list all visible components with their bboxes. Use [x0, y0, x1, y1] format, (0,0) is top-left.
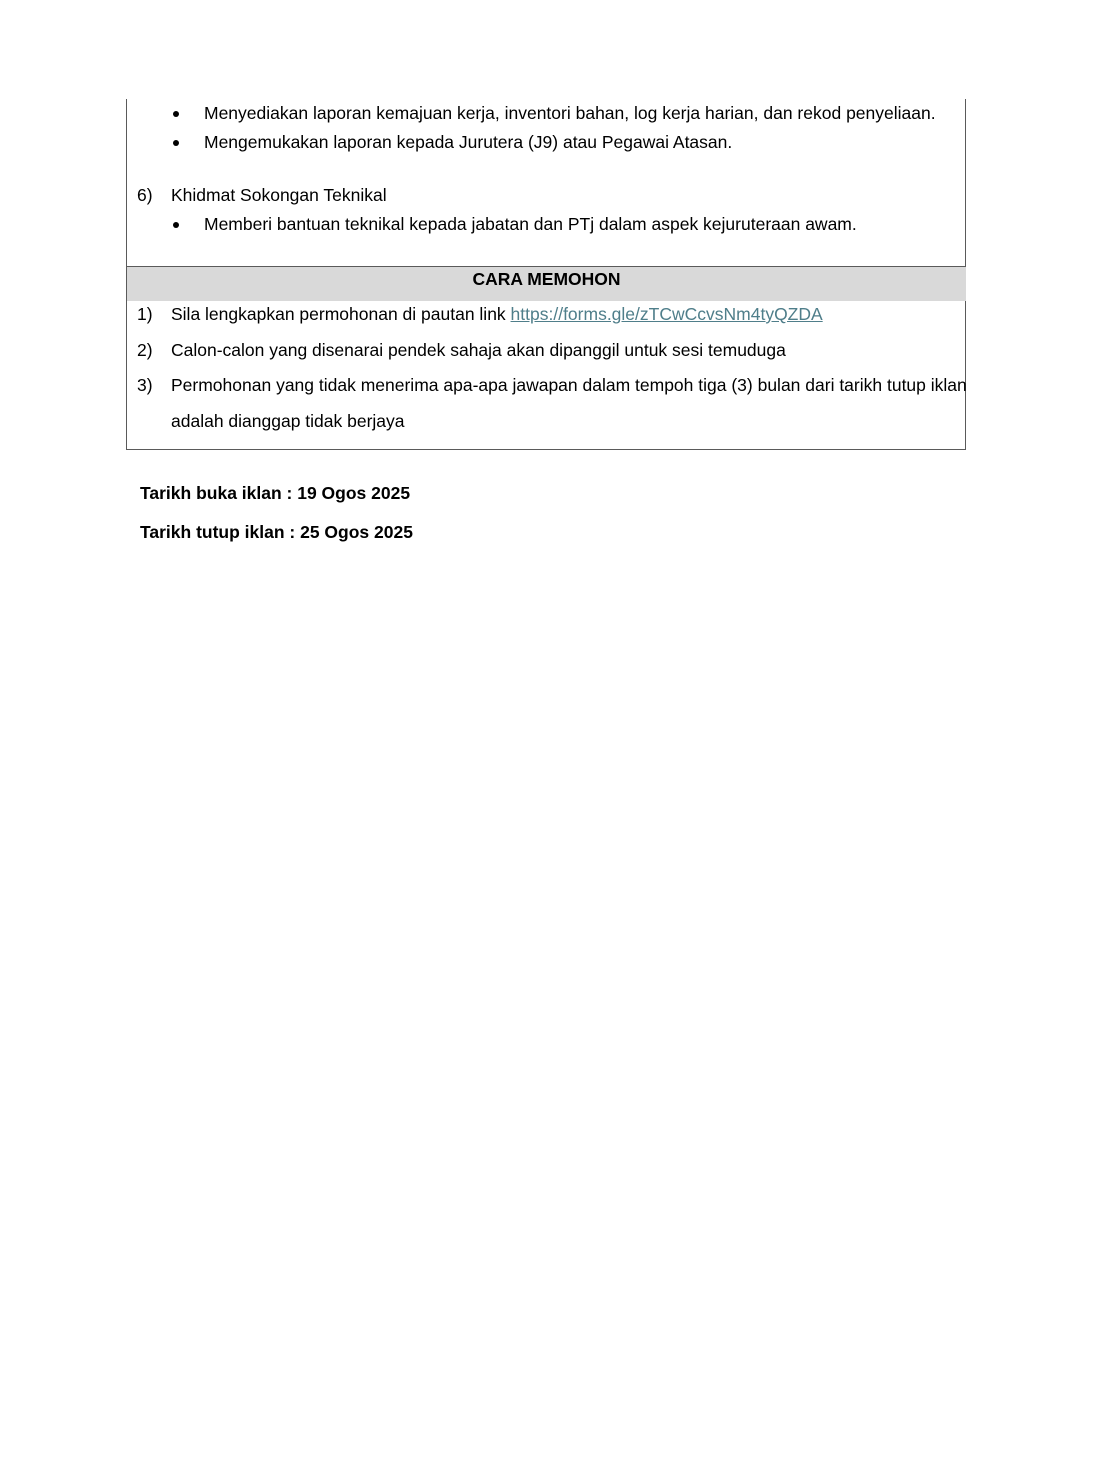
duty-item-number: 6): [137, 185, 153, 205]
duty-bullet-text: Memberi bantuan teknikal kepada jabatan dan PTj dalam aspek kejuruteraan awam.: [204, 214, 857, 234]
bullet-icon: [173, 140, 179, 146]
bullet-icon: [173, 111, 179, 117]
bullet-icon: [173, 222, 179, 228]
duty-item-title: Khidmat Sokongan Teknikal: [171, 185, 387, 205]
close-date: Tarikh tutup iklan : 25 Ogos 2025: [140, 522, 413, 542]
open-date: Tarikh buka iklan : 19 Ogos 2025: [140, 483, 411, 503]
section-heading: CARA MEMOHON: [472, 269, 621, 289]
apply-item-text: Calon-calon yang disenarai pendek sahaja akan dipanggil untuk sesi temuduga: [171, 340, 786, 360]
apply-item-text: [171, 303, 823, 325]
apply-item-number: 1): [137, 304, 153, 324]
apply-item-text: Permohonan yang tidak menerima apa-apa jawapan dalam tempoh tiga (3) bulan dari tarikh tutup iklan: [171, 375, 967, 395]
duty-bullet-text: Menyediakan laporan kemajuan kerja, inventori bahan, log kerja harian, dan rekod penyeliaan.: [204, 103, 936, 123]
apply-item-number: 2): [137, 340, 153, 360]
apply-item-number: 3): [137, 375, 153, 395]
duty-bullet-text: Mengemukakan laporan kepada Jurutera (J9) atau Pegawai Atasan.: [204, 132, 733, 152]
apply-item-label: Sila lengkapkan permohonan di pautan link: [171, 304, 511, 324]
apply-item-text-continued: adalah dianggap tidak berjaya: [171, 411, 405, 431]
application-form-link[interactable]: https://forms.gle/zTCwCcvsNm4tyQZDA: [510, 304, 823, 324]
